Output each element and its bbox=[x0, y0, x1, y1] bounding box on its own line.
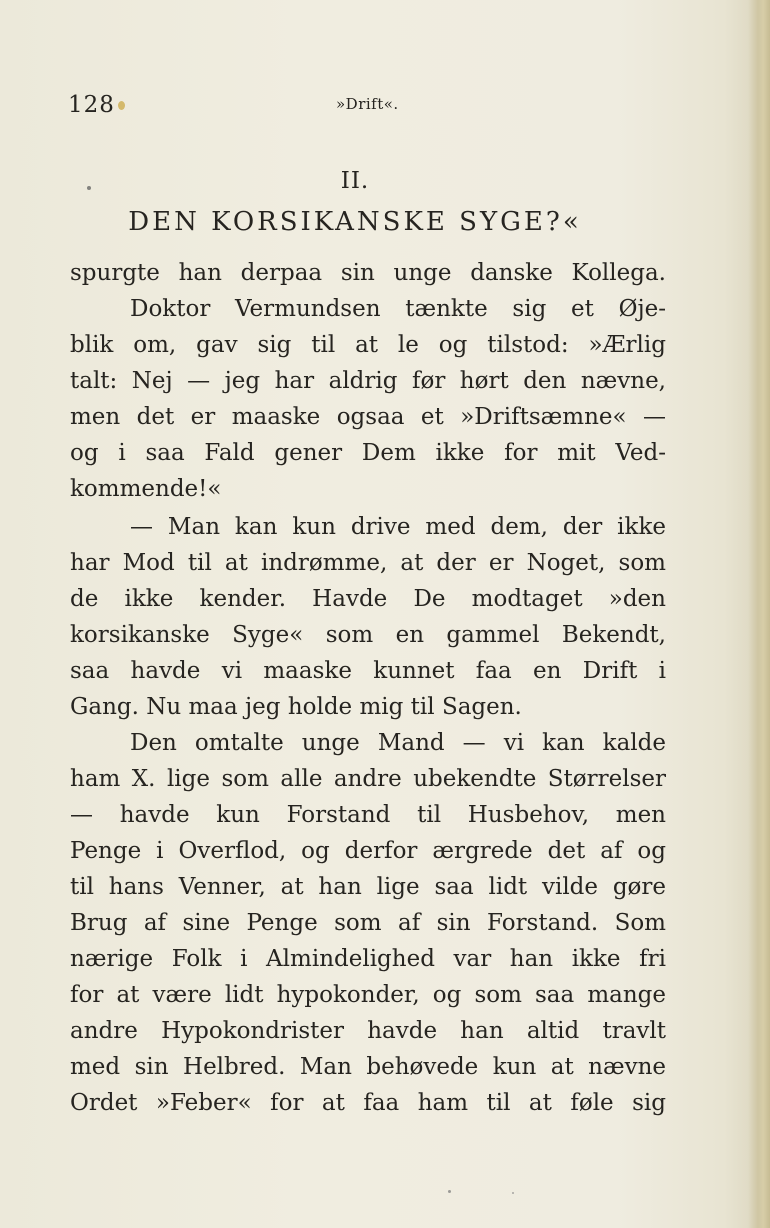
text-line: saa havde vi maaske kunnet faa en Drift i bbox=[70, 658, 666, 684]
paper-speck bbox=[87, 186, 91, 190]
text-line: Den omtalte unge Mand — vi kan kalde bbox=[130, 730, 666, 756]
text-line: korsikanske Syge« som en gammel Bekendt, bbox=[70, 622, 666, 648]
text-line: andre Hypokondrister havde han altid travlt bbox=[70, 1018, 666, 1044]
running-title: »Drift«. bbox=[336, 95, 399, 113]
text-line: for at være lidt hypokonder, og som saa mange bbox=[70, 982, 666, 1008]
text-line: og i saa Fald gener Dem ikke for mit Ved- bbox=[70, 440, 666, 466]
text-line: Gang. Nu maa jeg holde mig til Sagen. bbox=[70, 694, 522, 720]
text-line: Doktor Vermundsen tænkte sig et Øje- bbox=[130, 296, 666, 322]
text-line: talt: Nej — jeg har aldrig før hørt den nævne, bbox=[70, 368, 666, 394]
text-line: de ikke kender. Havde De modtaget »den bbox=[70, 586, 666, 612]
page-edge bbox=[748, 0, 770, 1228]
text-line: med sin Helbred. Man behøvede kun at nævne bbox=[70, 1054, 666, 1080]
text-line: til hans Venner, at han lige saa lidt vilde gøre bbox=[70, 874, 666, 900]
paper-speck bbox=[512, 1192, 514, 1194]
text-line: ham X. lige som alle andre ubekendte Størrelser bbox=[70, 766, 666, 792]
text-line: — havde kun Forstand til Husbehov, men bbox=[70, 802, 666, 828]
chapter-number: II. bbox=[340, 168, 370, 194]
text-line: kommende!« bbox=[70, 476, 222, 502]
text-line: men det er maaske ogsaa et »Driftsæmne« — bbox=[70, 404, 666, 430]
paper-speck bbox=[448, 1190, 451, 1193]
page-number: 128 bbox=[68, 92, 115, 118]
text-line: spurgte han derpaa sin unge danske Kollega. bbox=[70, 260, 666, 286]
text-line: — Man kan kun drive med dem, der ikke bbox=[130, 514, 666, 540]
text-line: Ordet »Feber« for at faa ham til at føle sig bbox=[70, 1090, 666, 1116]
text-line: Penge i Overflod, og derfor ærgrede det af og bbox=[70, 838, 666, 864]
chapter-title: DEN KORSIKANSKE SYGE?« bbox=[128, 207, 582, 237]
text-line: nærige Folk i Almindelighed var han ikke fri bbox=[70, 946, 666, 972]
paper-speck bbox=[118, 101, 125, 110]
running-head bbox=[68, 92, 668, 122]
text-line: Brug af sine Penge som af sin Forstand. Som bbox=[70, 910, 666, 936]
text-line: har Mod til at indrømme, at der er Noget, som bbox=[70, 550, 666, 576]
text-line: blik om, gav sig til at le og tilstod: »Ærlig bbox=[70, 332, 666, 358]
